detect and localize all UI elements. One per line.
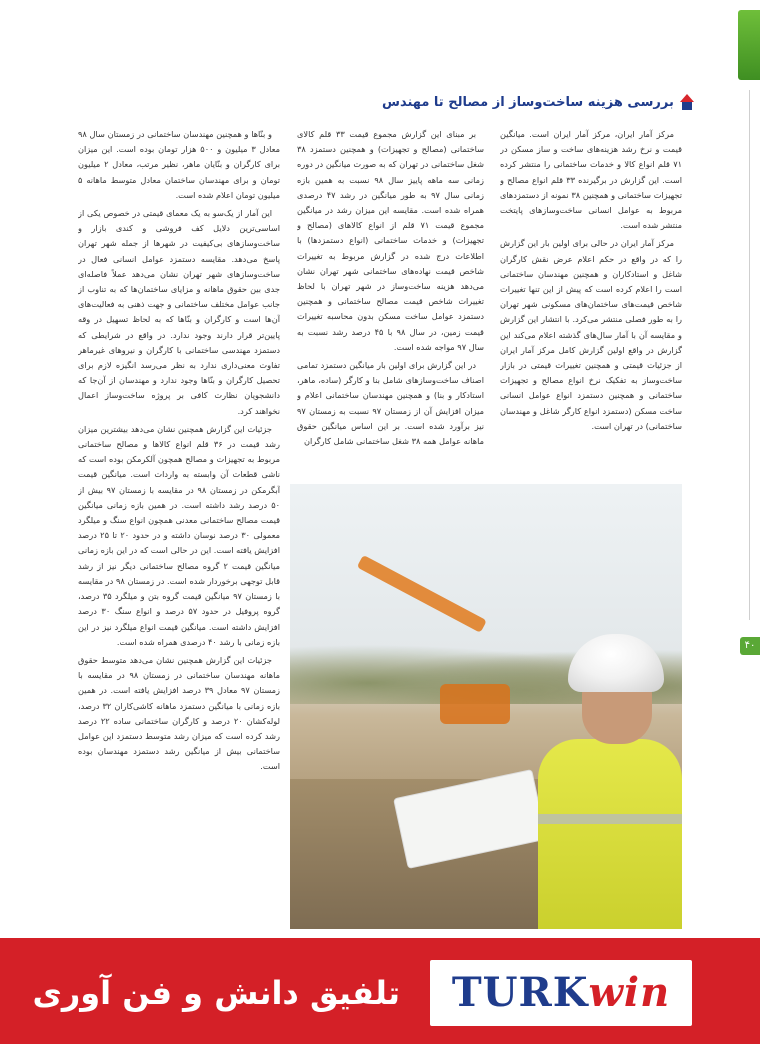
paragraph: بر مبنای این گزارش مجموع قیمت ۳۳ قلم کالای ساختمانی (مصالح و تجهیزات) و همچنین دستمزد ۳۸ شغل ساختمانی در تهران که به صورت میانگین در دوره زمانی سه ماهه پاییز سال ۹۸ نسبت به همین بازه زمانی سال ۹۷ به طور میانگین در رشد ۴۷ درصدی همراه شده است. مقایسه این میزان رشد در میانگین مجموع قیمت ۷۱ قلم از انواع کالاهای (مصالح و تجهیزات) و خدمات ساختمانی (انواع دستمزدها) با اطلاعات درج شده در گزارش مربوط به تغییرات شاخص قیمت نهاده‌های ساختمانی شهر تهران نشان می‌دهد هزینه ساخت‌وساز در شهر تهران با لحاظ تغییرات شاخص قیمت مصالح ساختمانی و همچنین دستمزد عوامل ساخت مسکن بدون محاسبه تغییرات قیمت زمین، در سال ۹۸ با ۴۵ درصد رشد نسبت به سال ۹۷ مواجه شده است.: [297, 129, 484, 352]
engineer-head: [582, 684, 652, 744]
excavator-body: [440, 684, 510, 724]
text-column-1: [500, 127, 682, 482]
article-title: بررسی هزینه ساخت‌وساز از مصالح تا مهندس: [382, 94, 674, 110]
turkwin-logo: [430, 960, 692, 1026]
page-number: ۴۰: [740, 637, 760, 655]
logo-main: TURK: [451, 969, 589, 1016]
section-tab-label: [741, 16, 757, 74]
reflective-stripe: [538, 814, 682, 824]
construction-engineer-photo: [290, 484, 682, 929]
advertisement-banner[interactable]: [0, 938, 760, 1044]
paragraph: و بنّاها و همچنین مهندسان ساختمانی در زمستان سال ۹۸ معادل ۳ میلیون و ۵۰۰ هزار تومان بوده است. این میزان برای کارگران و بنّایان ماهر، نظیر مرتب، معادل ۲ میلیون تومان و برای مهندسان ساختمان معادل متوسط ماهانه ۵ میلیون تومان اعلام شده است.: [78, 129, 280, 200]
paragraph: مرکز آمار ایران در حالی برای اولین بار این گزارش را که در واقع در حکم اعلام عرض نقش کارگران شاغل و استادکاران و همچنین مهندسان ساختمانی است را اعلام کرده است که پیش از این تنها تغییرات شاخص قیمت‌های ساختمان‌های مسکونی شهر تهران را به طور فصلی منتشر می‌کرد. با انتشار این گزارش و مقایسه آن با آمار سال‌های گذشته اعلام می‌کند این گزارش در واقع اولین گزارش کامل مرکز آمار ایران از جزئیات قیمتی و همچنین تغییرات قیمتی در بازار ساخت‌وساز به تفکیک نرخ انواع مصالح و تجهیزات ساختمانی و همچنین دستمزد انواع عوامل انسانی ساخت مسکن (دستمزد انواع کارگر شاغل و مهندسان ساختمانی) در تهران است.: [500, 238, 682, 431]
house-icon: [680, 94, 682, 110]
paragraph: این آمار از یک‌سو به یک معمای قیمتی در خصوص یکی از اساسی‌ترین دلایل کف فروشی و کندی بازار و ساخت‌وسازهای بی‌کیفیت در شهرها از جمله شهر تهران پاسخ می‌دهد. مقایسه دستمزد عوامل انسانی فعال در ساخت‌وسازهای شهر تهران نشان می‌دهد عملاً فاصله‌ای جدی بین حقوق ماهانه و مزایای ساختمان‌ها که به تناوب از جانب عوامل مختلف ساختمانی و جهت ذهنی به فعالیت‌های آن‌ها است و کارگران و بنّاها که به لحاظ تسهیل در وقه پایین‌تر قرار دارند وجود ندارد. در واقع در شرایطی که دستمزد مهندسی ساختمانی با کارگران و نیروهای غیرماهر تفاوت معنی‌داری ندارد به نظر می‌رسد انگیزه لازم برای تحصیل کارگران و بنّاها وجود ندارد و مهندسان از آن‌جا که دانشجویان نظارت کافی بر پروژه ساخت‌وساز اعمال نخواهند کرد.: [78, 208, 280, 416]
paragraph: در این گزارش برای اولین بار میانگین دستمزد تمامی اصناف ساخت‌وسازهای شامل بنا و کارگر (ساده، ماهر، استادکار و بنا) و همچنین مهندسان ساختمانی اعلام و میزان افزایش آن از زمستان ۹۷ نسبت به زمستان ۹۷ نیز برآورد شده است. بر این اساس میانگین حقوق ماهانه عوامل همه ۳۸ شغل ساختمانی شامل کارگران: [297, 360, 484, 447]
article-header: [382, 92, 682, 112]
running-caption: [742, 420, 758, 620]
paragraph: جزئیات این گزارش همچنین نشان می‌دهد بیشترین میزان رشد قیمت در ۳۶ قلم انواع کالاها و مصالح ساختمانی مربوط به تجهیزات و مصالح همچون آلکرمکن بوده است که ناشی قطعات آن وابسته به واردات است. میانگین قیمت آبگرمکن در زمستان ۹۸ در مقایسه با زمستان ۹۷ بیش از ۵۰ درصد رشد داشته است. در همین بازه زمانی میانگین قیمت مصالح ساختمانی معدنی همچون انواع سنگ و میلگرد معمولی ۳۰ درصد نوسان داشته و در حدود ۲۰ تا ۲۵ درصد افزایش یافته است. این در حالی است که در این بازه زمانی میانگین قیمت ۲ گروه مصالح ساختمانی دیگر نیز از رشد قابل توجهی برخوردار شده است. در زمستان ۹۸ در مقایسه با زمستان ۹۷ میانگین قیمت گروه بتن و میلگرد ۳۵ درصد، گروه پروفیل در حدود ۵۷ درصد و انواع سنگ ۳۰ درصد افزایش داشته است. میانگین قیمت انواع میلگرد نیز در این بازه زمانی با رشد ۴۰ درصدی همراه شده است.: [78, 423, 280, 647]
logo-accent: win: [588, 969, 671, 1016]
text-column-2: [297, 127, 484, 482]
safety-vest: [538, 739, 682, 929]
banner-slogan: تلفیق دانش و فن آوری: [32, 974, 400, 1012]
excavator-arm: [357, 555, 487, 633]
section-tab: [738, 10, 760, 80]
paragraph: جزئیات این گزارش همچنین نشان می‌دهد متوسط حقوق ماهانه مهندسان ساختمانی در زمستان ۹۸ در مقایسه با زمستان ۹۷ معادل ۳۹ درصد افزایش یافته است. در همین بازه زمانی با میانگین دستمزد ماهانه کاشی‌کاران ۳۲ درصد، لوله‌کشان ۲۰ درصد و کارگران ساختمانی ساده ۲۲ درصد رشد کرده است که میزان رشد متوسط دستمزد این عوامل ساختمانی بیش از میانگین رشد دستمزد مهندسان بوده است.: [78, 654, 280, 772]
text-column-3: [78, 127, 280, 927]
logo-text: [452, 960, 670, 1026]
paragraph: مرکز آمار ایران، مرکز آمار ایران است. میانگین قیمت و نرخ رشد هزینه‌های ساخت و ساز مسکن در ۷۱ قلم انواع کالا و خدمات ساختمانی را منتشر کرده است. این گزارش در برگیرنده ۳۳ قلم انواع مصالح و تجهیزات ساختمانی و همچنین ۳۸ نمونه از دستمزدهای مربوط به عوامل انسانی ساخت‌وسازهای پایتخت منتشر شده است.: [500, 129, 682, 231]
